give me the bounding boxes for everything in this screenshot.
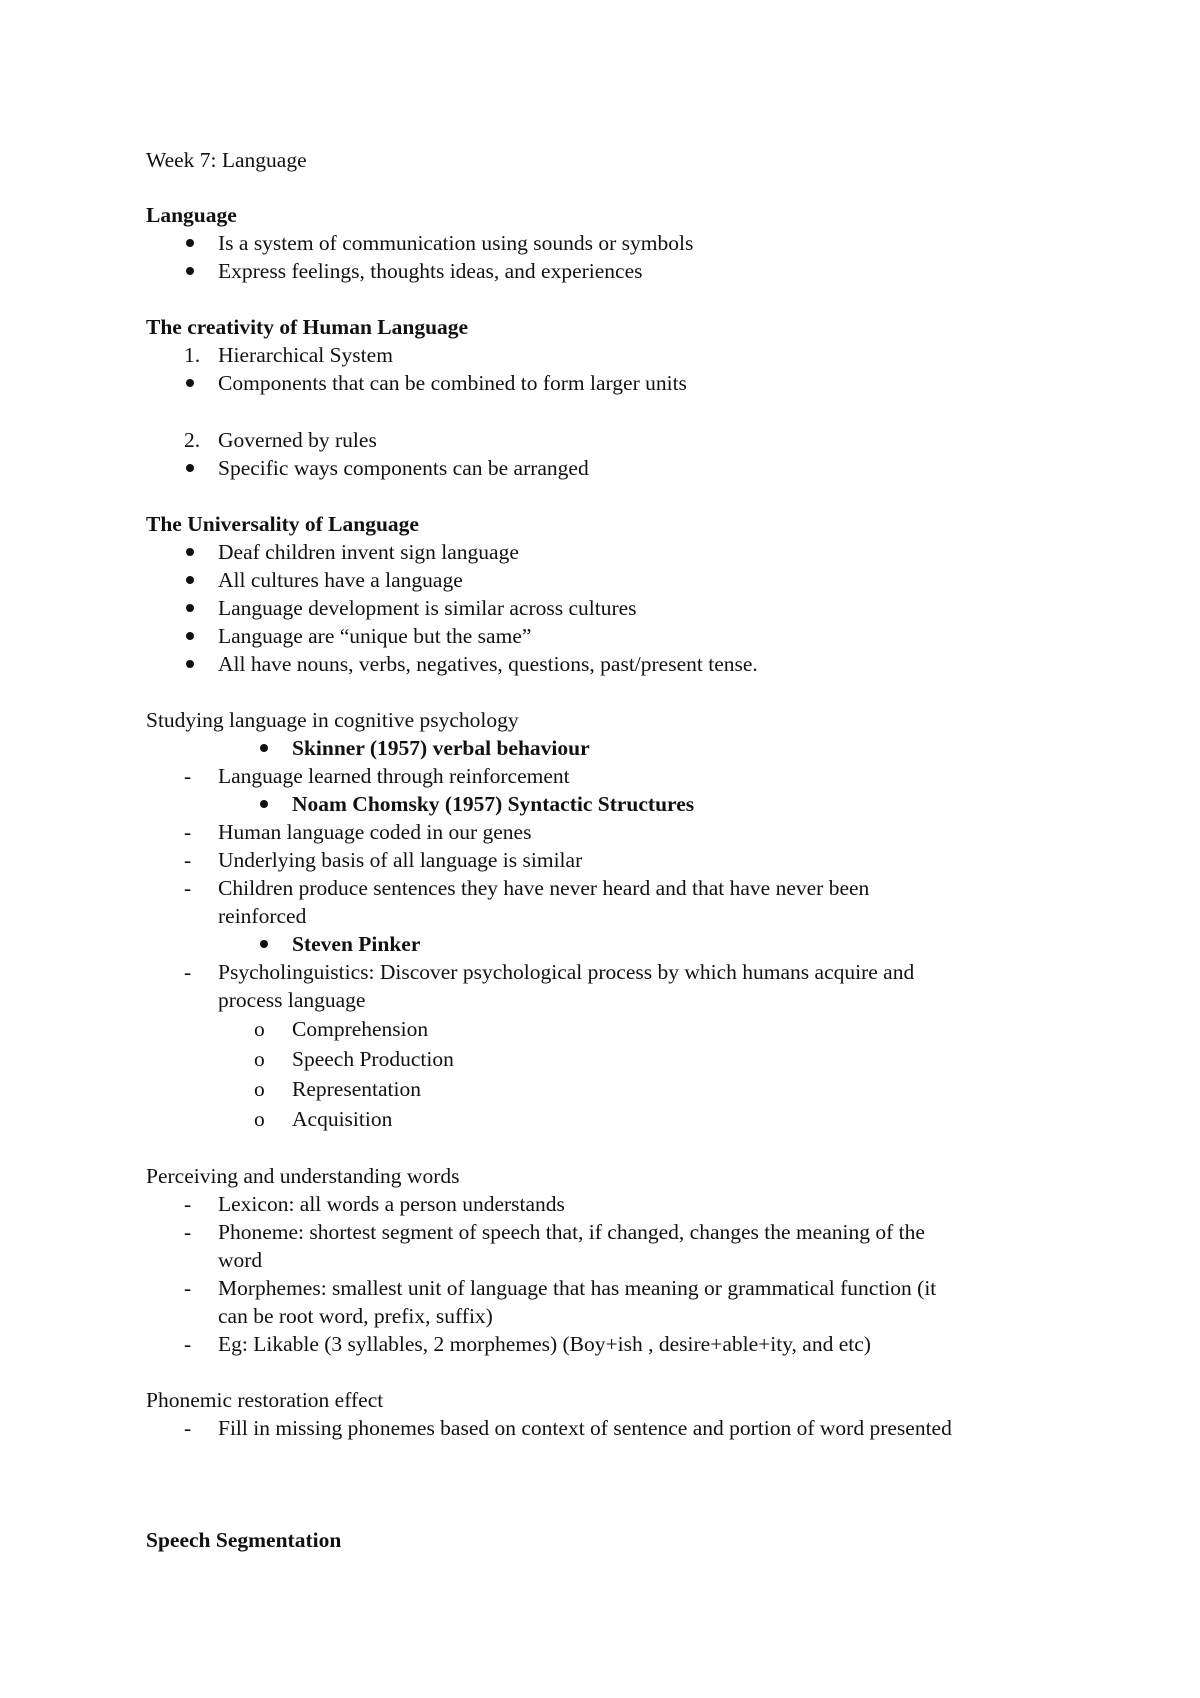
dash-marker: - (184, 764, 192, 788)
circle-bullet-icon: o (254, 1017, 265, 1041)
bullet-icon (186, 576, 194, 584)
dash-marker: - (184, 876, 192, 900)
bullet-icon (186, 632, 194, 640)
dash-marker: - (184, 1416, 192, 1440)
bullet-icon (186, 267, 194, 275)
section-heading-perceiving: Perceiving and understanding words (146, 1164, 460, 1188)
circle-bullet-icon: o (254, 1047, 265, 1071)
bullet-icon (186, 548, 194, 556)
dash-marker: - (184, 1276, 192, 1300)
document-title: Week 7: Language (146, 148, 307, 172)
section-heading-creativity: The creativity of Human Language (146, 315, 469, 339)
section-heading-studying: Studying language in cognitive psychology (146, 708, 519, 732)
bullet-icon (260, 940, 268, 948)
dash-marker: - (184, 1192, 192, 1216)
circle-bullet-icon: o (254, 1077, 265, 1101)
bullet-icon (186, 239, 194, 247)
bullet-icon (260, 744, 268, 752)
bullet-icon (186, 604, 194, 612)
dash-marker: - (184, 1220, 192, 1244)
dash-marker: - (184, 848, 192, 872)
section-heading-language: Language (146, 203, 237, 227)
bullet-icon (186, 379, 194, 387)
bullet-icon (186, 660, 194, 668)
dash-marker: - (184, 1332, 192, 1356)
dash-marker: - (184, 820, 192, 844)
section-heading-speech-segmentation: Speech Segmentation (146, 1528, 342, 1552)
dash-marker: - (184, 960, 192, 984)
section-heading-universality: The Universality of Language (146, 512, 419, 536)
section-heading-phonemic-restoration: Phonemic restoration effect (146, 1388, 384, 1412)
circle-bullet-icon: o (254, 1107, 265, 1131)
bullet-icon (260, 800, 268, 808)
bullet-icon (186, 464, 194, 472)
